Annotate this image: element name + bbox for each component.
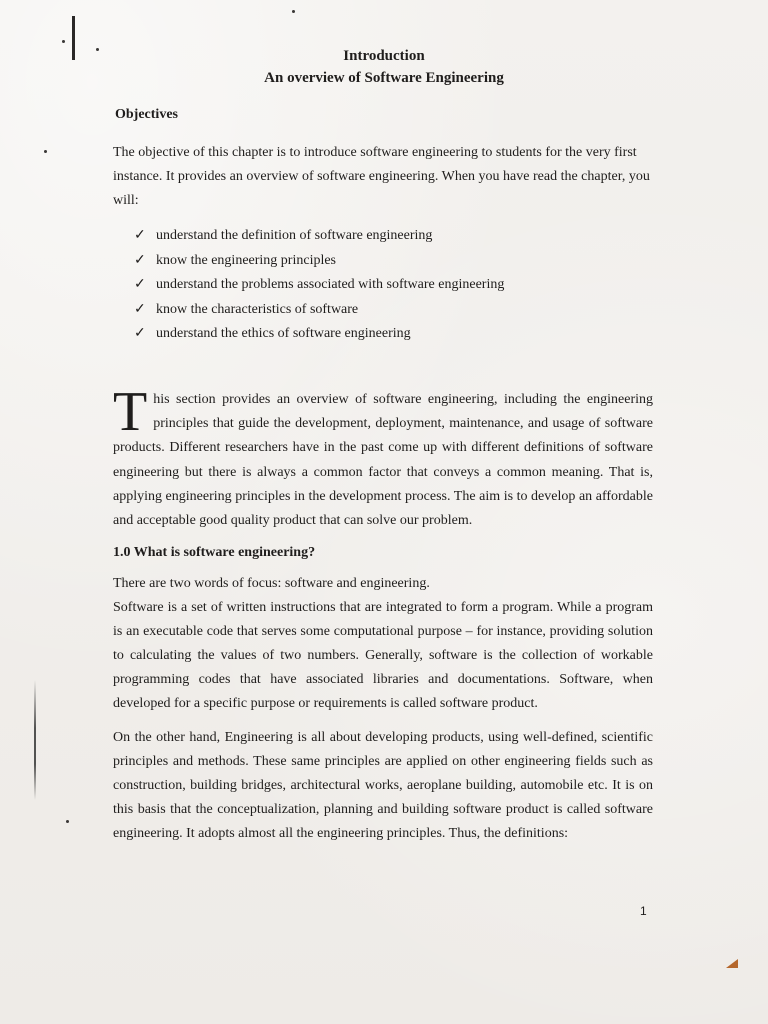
intro-paragraph (113, 381, 653, 533)
scan-artifact-dot (66, 820, 69, 823)
intro-paragraph-text: his section provides an overview of software engineering, including the engineering principles that guide the development, deployment, maintenance, and usage of software products. Different researchers have in the past come up with different definitions of software engineering but there is always a common factor that conveys a common meaning. That is, applying engineering principles in the development process. The aim is to develop an affordable and acceptable good quality product that can solve our problem. (113, 392, 653, 529)
chapter-title: Introduction (343, 48, 425, 64)
focus-line: There are two words of focus: software and engineering. (113, 576, 430, 591)
checkmark-icon: ✓ (134, 252, 146, 268)
software-paragraph-text: Software is a set of written instructions that are integrated to form a program. While a program is an executable code that serves some computational purpose – for instance, providing solution to calculating the values of two numbers. Generally, software is the collection of workable programming codes that have associated libraries and documentations. Software, when developed for a specific purpose or requirements is called software product. (113, 600, 653, 711)
software-paragraph (113, 572, 653, 716)
checkmark-icon: ✓ (134, 228, 146, 243)
scan-artifact-dot (292, 10, 295, 13)
list-item (134, 298, 504, 323)
objectives-list (134, 224, 504, 347)
list-item (134, 273, 504, 298)
drop-cap-letter: T (113, 381, 148, 443)
page-corner-fold (726, 959, 738, 968)
scan-artifact-edge (34, 680, 36, 800)
list-item-text: understand the ethics of software engineering (156, 326, 411, 341)
scan-artifact-dot (44, 150, 47, 153)
objectives-intro: The objective of this chapter is to introduce software engineering to students for the very first instance. It provides an overview of software engineering. When you have read the chapter, you will: (113, 145, 650, 208)
checkmark-icon: ✓ (134, 277, 146, 292)
list-item-text: understand the definition of software engineering (156, 228, 433, 243)
list-item (134, 224, 504, 249)
chapter-subtitle: An overview of Software Engineering (264, 70, 504, 86)
list-item (134, 322, 504, 347)
objectives-heading: Objectives (115, 107, 178, 122)
scan-artifact-dot (62, 40, 65, 43)
checkmark-icon: ✓ (134, 326, 146, 341)
list-item-text: know the engineering principles (156, 252, 337, 268)
checkmark-icon: ✓ (134, 301, 146, 317)
page-number: 1 (640, 904, 647, 918)
section-heading-what-is-software-engineering: 1.0 What is software engineering? (113, 545, 316, 560)
list-item (134, 249, 504, 274)
list-item-text: know the characteristics of software (156, 301, 359, 317)
list-item-text: understand the problems associated with software engineering (156, 277, 505, 292)
engineering-paragraph: On the other hand, Engineering is all about developing products, using well-defined, scientific principles and methods. These same principles are applied on other engineering fields such as construction, building bridges, architectural works, aeroplane building, automobile etc. It is on this basis that the conceptualization, planning and building software product is called software engineering. It adopts almost all the engineering principles. Thus, the definitions: (113, 730, 653, 841)
